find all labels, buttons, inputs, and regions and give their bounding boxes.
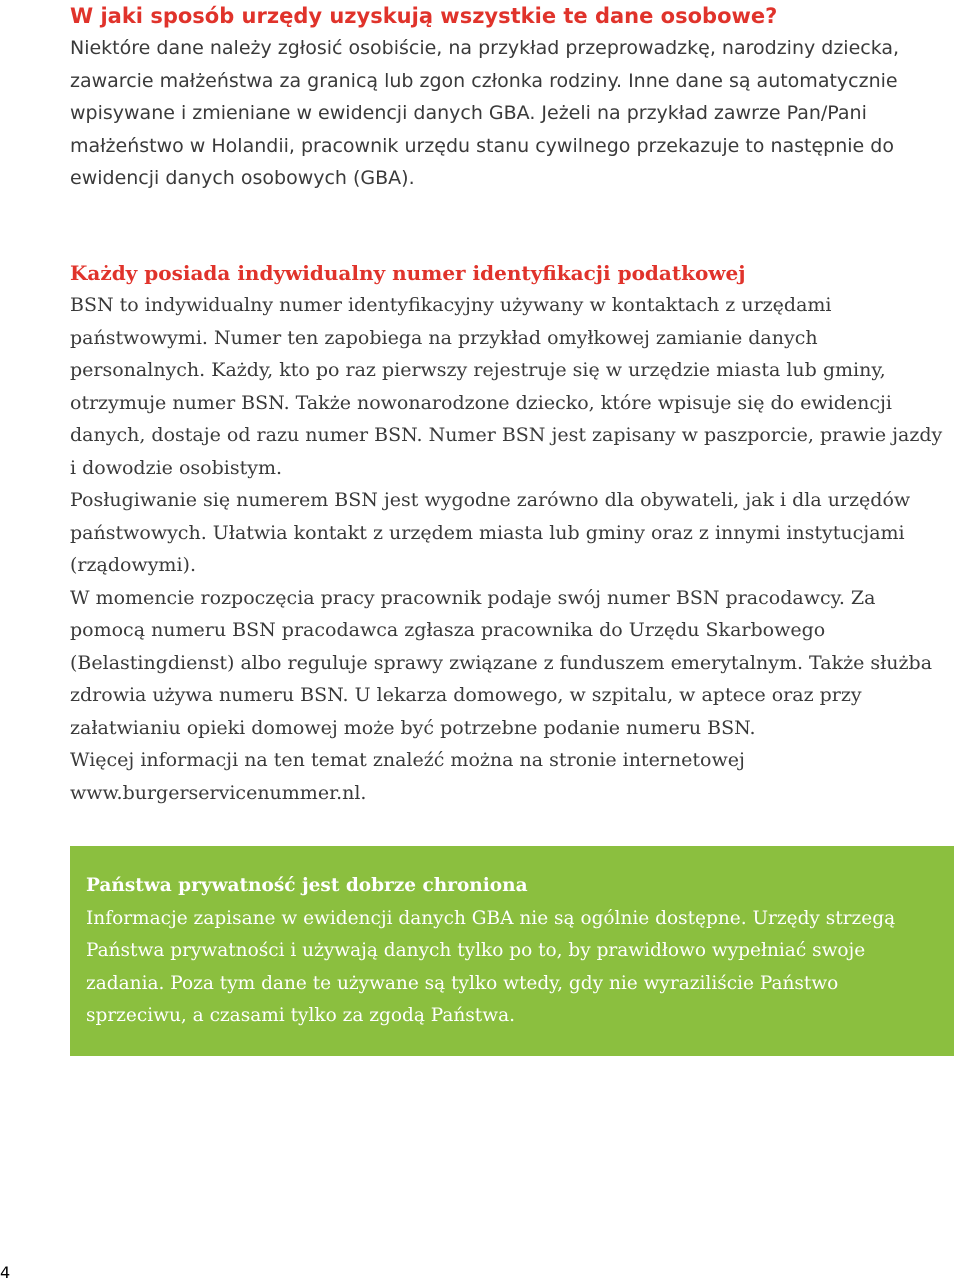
- section-heading: Każdy posiada indywidualny numer identyfikacji podatkowej: [70, 261, 746, 285]
- section-heading: W jaki sposób urzędy uzyskują wszystkie te dane osobowe?: [70, 4, 778, 28]
- section-paragraph: Niektóre dane należy zgłosić osobiście, na przykład przeprowadzkę, narodziny dziecka, zawarcie małżeństwa za granicą lub zgon członka rodziny. Inne dane są automatycznie wpisywane i zmieniane w ewidencji danych GBA. Jeżeli na przykład zawrze Pan/Pani małżeństwo w Holandii, pracownik urzędu stanu cywilnego przekazuje to następnie do ewidencji danych osobowych (GBA).: [70, 37, 900, 189]
- page-number: 4: [0, 1263, 11, 1282]
- section-paragraph: BSN to indywidualny numer identyfikacyjny używany w kontaktach z urzędami państwowymi. Numer ten zapobiega na przykład omyłkowej zamianie danych personalnych. Każdy, kto po raz pierwszy rejestruje się w urzędzie miasta lub gminy, otrzymuje numer BSN. Także nowonarodzone dziecko, które wpisuje się do ewidencji danych, dostaje od razu numer BSN. Numer BSN jest zapisany w paszporcie, prawie jazdy i dowodzie osobistym.: [70, 294, 943, 479]
- privacy-box-text: Informacje zapisane w ewidencji danych GBA nie są ogólnie dostępne. Urzędy strzegą Państwa prywatności i używają danych tylko po to, by prawidłowo wypełniać swoje zadania. Poza tym dane te używane są tylko wtedy, gdy nie wyraziliście Państwo sprzeciwu, a czasami tylko za zgodą Państwa.: [86, 907, 896, 1026]
- privacy-box-title: Państwa prywatność jest dobrze chroniona: [86, 875, 528, 896]
- section-paragraph: Posługiwanie się numerem BSN jest wygodne zarówno dla obywateli, jak i dla urzędów państwowych. Ułatwia kontakt z urzędem miasta lub gminy oraz z innymi instytucjami (rządowymi).: [70, 489, 911, 576]
- section-data-sources: [70, 0, 950, 195]
- section-paragraph: Więcej informacji na ten temat znaleźć można na stronie internetowej www.burgerservicenummer.nl.: [70, 749, 745, 804]
- section-bsn: [70, 257, 950, 809]
- section-paragraph: W momencie rozpoczęcia pracy pracownik podaje swój numer BSN pracodawcy. Za pomocą numeru BSN pracodawca zgłasza pracownika do Urzędu Skarbowego (Belastingdienst) albo reguluje sprawy związane z funduszem emerytalnym. Także służba zdrowia używa numeru BSN. U lekarza domowego, w szpitalu, w aptece oraz przy załatwianiu opieki domowej może być potrzebne podanie numeru BSN.: [70, 586, 933, 739]
- privacy-info-box: [70, 846, 954, 1056]
